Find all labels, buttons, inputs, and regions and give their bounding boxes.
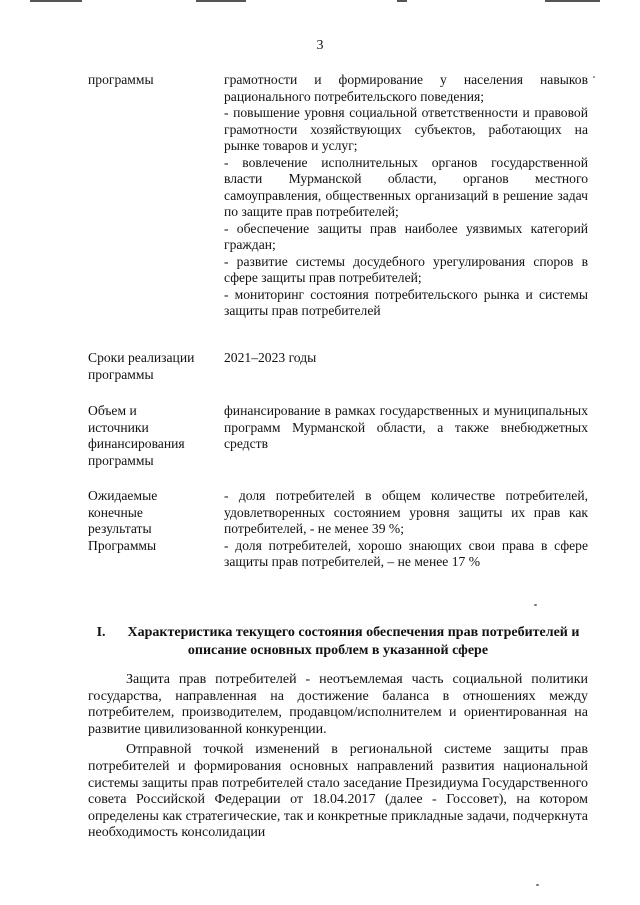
row-item: - развитие системы досудебного урегулирования споров в сфере защиты прав потребителей; [224,253,588,285]
row-item: - повышение уровня социальной ответственности и правовой грамотности хозяйствующих субъектов, работающих на рынке товаров и услуг; [224,105,588,153]
row-label: Объем и источники финансирования программы [88,403,185,468]
row-value [224,72,588,320]
scan-speck [534,604,537,606]
row-label: программы [88,72,154,87]
paragraph: Защита прав потребителей - неотъемлемая часть социальной политики государства, направленная на достижение баланса в отношениях между потребителем, производителем, продавцом/исполнителем и ориентированная на развитие цивилизованной конкуренции. [88,672,588,737]
row-item: 2021–2023 годы [224,350,317,365]
scan-mark [545,0,600,2]
row-item: - доля потребителей в общем количестве потребителей, удовлетворенных состоянием уровня защиты их прав как потребителей, - не менее 39 %; [224,488,588,536]
row-item: - вовлечение исполнительных органов государственной власти Мурманской области, органов местного самоуправления, общественных организаций в решение задач по защите прав потребителей; [224,154,588,219]
row-value [224,403,588,469]
passport-row-results [88,488,588,571]
row-item: грамотности и формирование у населения навыков рационального потребительского поведения; [224,72,588,104]
row-label: Ожидаемые конечные результаты Программы [88,488,158,553]
row-value [224,488,588,571]
row-item: - доля потребителей, хорошо знающих свои права в сфере защиты прав потребителей, – не менее 17 % [224,537,588,569]
row-item: - мониторинг состояния потребительского рынка и системы защиты прав потребителей [224,286,588,318]
row-label: Сроки реализации программы [88,350,195,382]
section-heading [88,624,588,660]
passport-row-period [88,350,588,383]
scan-mark [196,0,246,2]
body-text [88,672,588,846]
section-number: I. [96,625,106,640]
passport-row-financing [88,403,588,469]
section-title: Характеристика текущего состояния обеспечения прав потребителей и описание основных проблем в указанной сфере [127,625,580,658]
scan-speck [536,884,539,886]
paragraph: Отправной точкой изменений в региональной системе защиты прав потребителей и формирования основных направлений развития национальной системы защиты прав потребителей стало заседание Президиума Государственного совета Российской Федерации от 18.04.2017 (далее - Госсовет), на котором определены как стратегические, так и конкретные прикладные задачи, подчеркнута необходимость консолидации [88,742,588,841]
row-value [224,350,588,383]
scan-speck [593,76,595,78]
scan-mark [397,0,407,2]
page-number: 3 [316,38,324,53]
row-item: - обеспечение защиты прав наиболее уязвимых категорий граждан; [224,220,588,252]
passport-row-tasks [88,72,588,320]
row-item: финансирование в рамках государственных и муниципальных программ Мурманской области, а также внебюджетных средств [224,403,588,451]
scan-mark [30,0,82,2]
